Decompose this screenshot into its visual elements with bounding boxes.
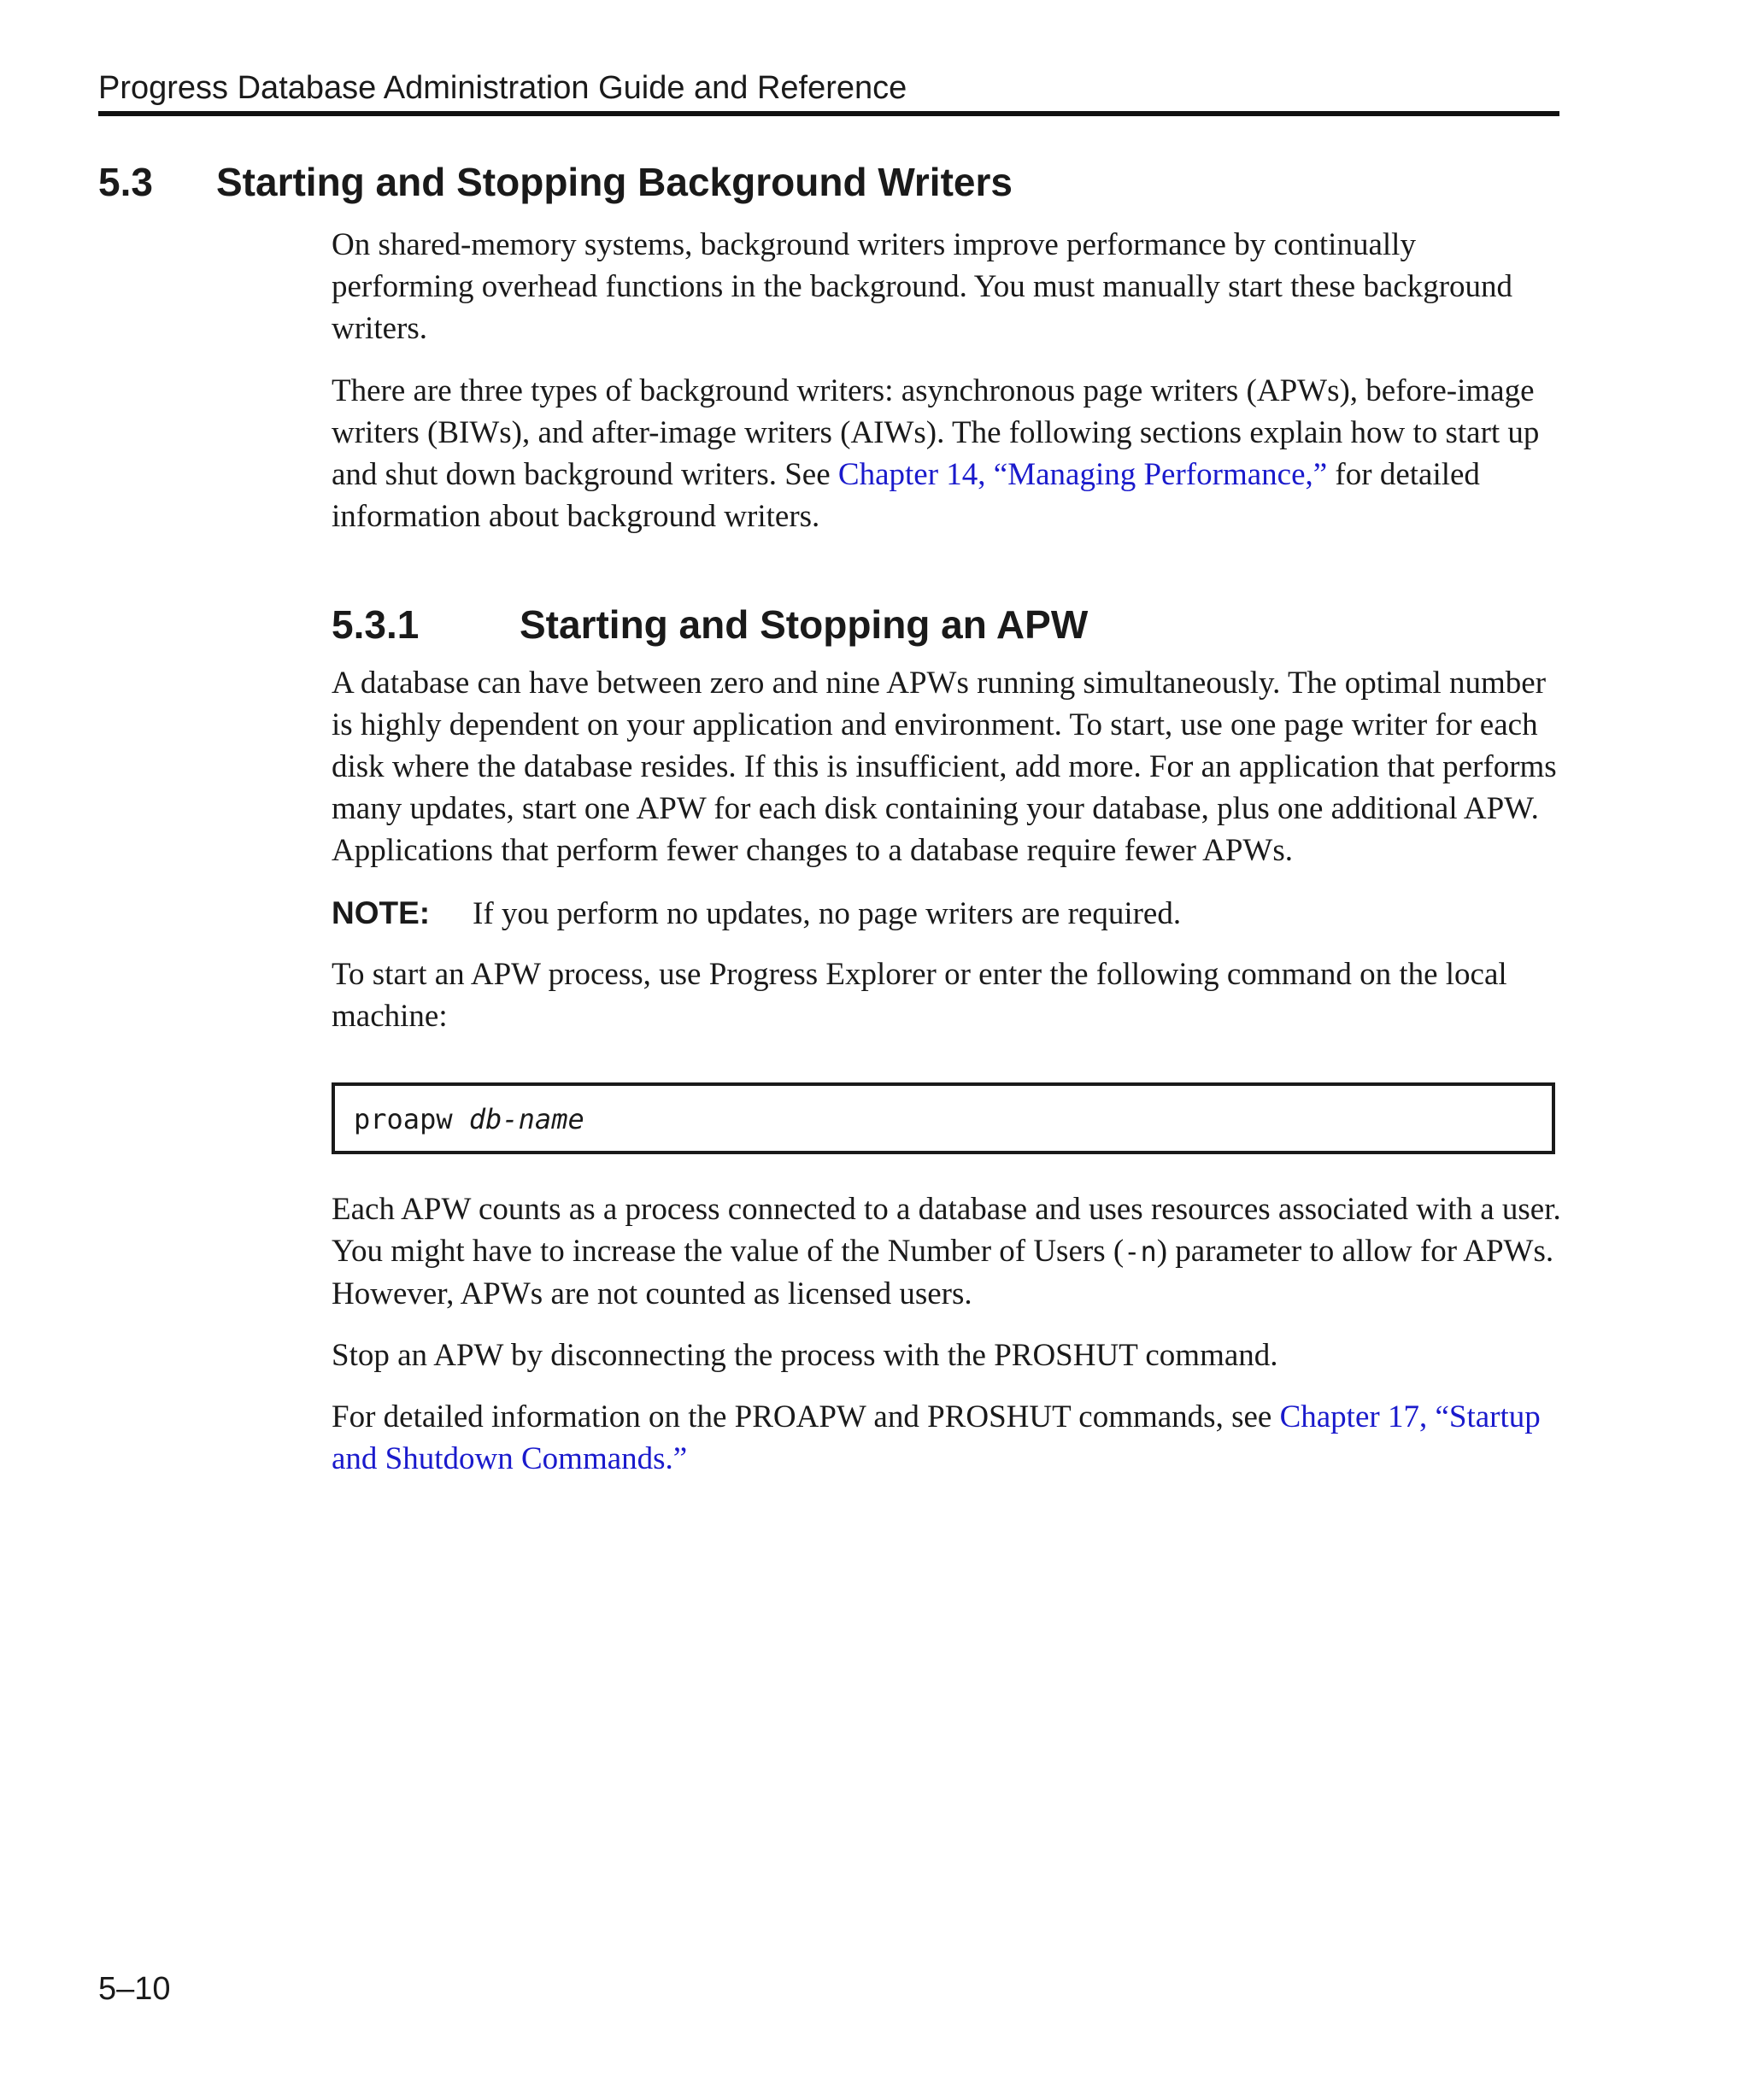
code-argument: db-name: [468, 1103, 584, 1135]
subsection-paragraph-1: A database can have between zero and nine APWs running simultaneously. The optimal number is highly dependent on your application and environment. To start, use one page writer for each disk where the database resides. If this is insufficient, add more. For an application that performs many updates, start one APW for each disk containing your database, plus one additional APW. Applications that perform fewer changes to a database require fewer APWs.: [332, 666, 1557, 868]
subsection-paragraph-4: Stop an APW by disconnecting the process with the PROSHUT command.: [332, 1338, 1278, 1373]
code-command: proapw: [354, 1103, 469, 1135]
number-of-users-parameter: -n: [1124, 1235, 1157, 1268]
code-example: [354, 1102, 584, 1136]
subsection-title: Starting and Stopping an APW: [520, 602, 1089, 647]
subsection-paragraph-2: To start an APW process, use Progress Explorer or enter the following command on the local machine:: [332, 957, 1507, 1034]
code-example-box: [332, 1082, 1555, 1154]
section-paragraph-2-text-after: for detailed information about background writers.: [332, 457, 1480, 534]
subsection-paragraph-5-text-before: For detailed information on the PROAPW and PROSHUT commands, see: [332, 1399, 1280, 1434]
subsection-heading: [332, 601, 1088, 648]
page-header: Progress Database Administration Guide and Reference: [98, 70, 907, 106]
note-label: NOTE:: [332, 895, 431, 930]
chapter-14-link[interactable]: Chapter 14, “Managing Performance,”: [837, 457, 1328, 492]
subsection-paragraph-3-text-after: ) parameter to allow for APWs. However, APWs are not counted as licensed users.: [332, 1234, 1554, 1311]
section-heading: [98, 158, 1013, 206]
note: [332, 892, 1562, 935]
page-number: 5–10: [98, 1971, 171, 2007]
section-paragraph-2: [332, 370, 1562, 537]
subsection-paragraph-3-text-before: Each APW counts as a process connected to a database and uses resources associated with a user. You might have to increase the value of the Number of Users (: [332, 1192, 1561, 1269]
subsection-paragraph-3: [332, 1188, 1562, 1315]
subsection-paragraph-5: [332, 1396, 1562, 1480]
section-paragraph-2-text-before: There are three types of background writers: asynchronous page writers (APWs), before-image writers (BIWs), and after-image writers (AIWs). The following sections explain how to start up and shut down background writers. See: [332, 373, 1540, 492]
section-number: 5.3: [98, 160, 153, 204]
header-rule: [98, 111, 1559, 116]
chapter-17-link[interactable]: Chapter 17, “Startup and Shutdown Commands.”: [332, 1399, 1541, 1476]
section-paragraph-1: On shared-memory systems, background writers improve performance by continually performing overhead functions in the background. You must manually start these background writers.: [332, 227, 1513, 346]
section-title: Starting and Stopping Background Writers: [216, 160, 1013, 204]
subsection-number: 5.3.1: [332, 602, 420, 647]
note-text: If you perform no updates, no page writers are required.: [473, 896, 1182, 931]
